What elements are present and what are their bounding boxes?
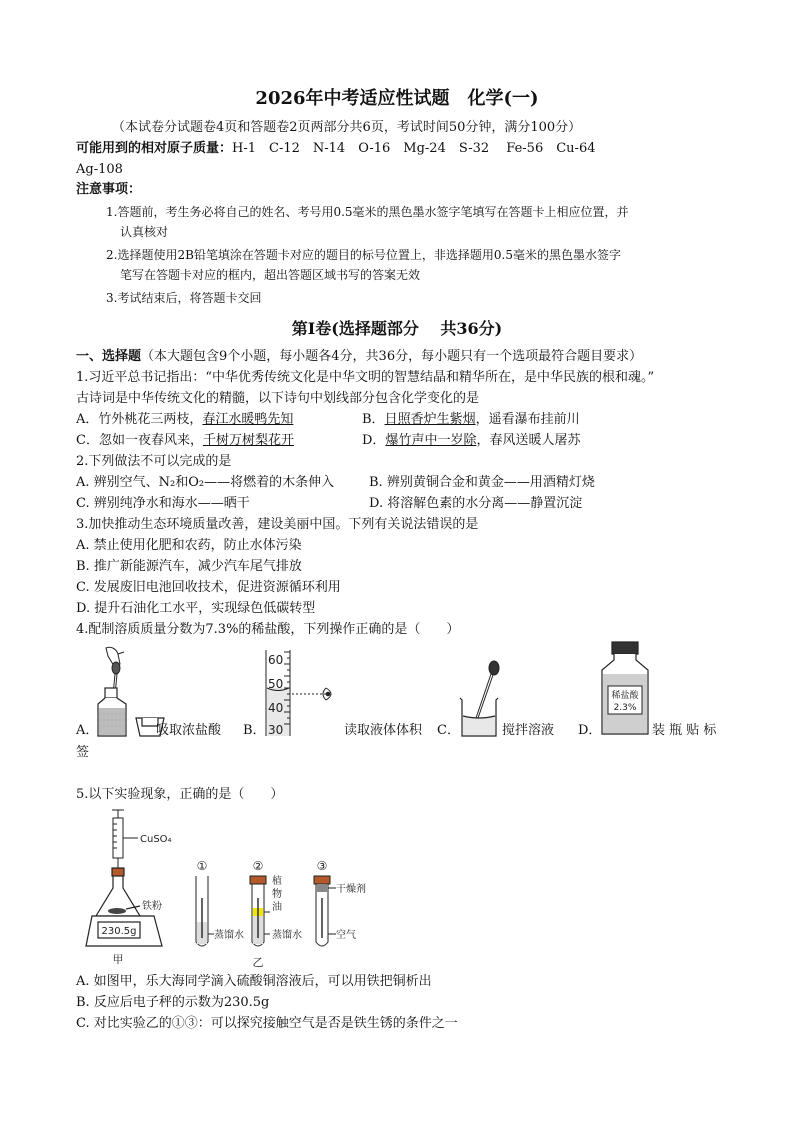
note-3: 3.考试结束后，将答题卡交回 [106,291,262,305]
atomic-mass-label: 可能用到的相对原子质量： [76,141,233,156]
q2-stem: 2.下列做法不可以完成的是 [76,454,232,469]
q1-a-underlined: 春江水暖鸭先知 [202,412,294,427]
q4-d-letter: D． [578,723,602,738]
iron-powder-label: 铁粉 [142,901,162,912]
notes-heading: 注意事项： [76,182,142,197]
q3-option-c: C. 发展废旧电池回收技术，促进资源循环利用 [76,580,341,595]
test-tube-2 [250,876,270,946]
q5-stem: 5.以下实验现象，正确的是（ ） [76,787,284,802]
q3-option-b: B. 推广新能源汽车，减少汽车尾气排放 [76,559,302,574]
tube-2-oil-label-3: 油 [272,902,282,913]
section-label: 一、选择题 [76,349,142,364]
q4-a-letter: A． [76,723,99,738]
erlenmeyer-flask-icon [96,868,140,916]
page-title: 2026年中考适应性试题 化学(一) [255,88,539,109]
tube-2-number: ② [252,859,264,873]
figure-jia-caption: 甲 [112,953,124,966]
q5-option-a: A. 如图甲，乐大海同学滴入硫酸铜溶液后，可以用铁把铜析出 [76,974,432,989]
test-tube-1 [196,876,214,946]
q4-d-caption-cont: 签 [76,745,90,760]
q4-d-caption: 装 瓶 贴 标 [652,723,717,738]
atomic-mass-cont: Ag-108 [76,162,123,177]
figure-yi-caption: 乙 [252,956,264,969]
note-1-cont: 认真核对 [120,225,169,239]
q2-option-c: C. 辨别纯净水和海水——晒干 [76,496,250,511]
q1-stem-cont: 古诗词是中华传统文化的精髓，以下诗句中划线部分包含化学变化的是 [76,391,480,406]
q1-d-underlined: 爆竹声中一岁除 [385,433,477,448]
q4-b-caption: 读取液体体积 [344,723,423,738]
syringe-icon [112,810,138,870]
tube-2-water-label: 蒸馏水 [272,930,302,941]
atomic-mass-values: H-1 C-12 N-14 O-16 Mg-24 S-32 Fe-56 Cu-64 [232,141,596,156]
q5-option-b: B. 反应后电子秤的示数为230.5g [76,995,270,1010]
q1-option-a [76,411,293,429]
q1-option-b [362,411,580,429]
q1-d-letter: D． [362,433,386,448]
beaker-icon [460,698,498,736]
note-2: 2.选择题使用2B铅笔填涂在答题卡对应的题目的标号位置上，非选择题用0.5毫米的黑色墨水签字 [106,248,621,262]
bottle-label-value: 2.3% [613,703,637,713]
tube-2-oil-label-2: 物 [272,889,282,900]
exam-info: （本试卷分试题卷4页和答题卷2页两部分共6页，考试时间50分钟，满分100分） [112,120,582,135]
q1-c-text: C．忽如一夜春风来， [76,433,203,448]
q1-option-d [362,432,580,450]
cylinder-tick-30: 30 [268,723,284,737]
note-2-cont: 笔写在答题卡对应的框内，超出答题区域书写的答案无效 [120,268,421,282]
q2-option-a: A. 辨别空气、N₂和O₂——将燃着的木条伸入 [76,475,335,490]
tube-1-water-label: 蒸馏水 [214,930,244,941]
q4-a-caption: 吸取浓盐酸 [156,723,222,738]
q3-stem: 3.加快推动生态环境质量改善，建设美丽中国。下列有关说法错误的是 [76,517,479,532]
cylinder-tick-60: 60 [268,653,284,667]
q3-option-a: A. 禁止使用化肥和农药，防止水体污染 [76,538,302,553]
note-1: 1.答题前，考生务必将自己的姓名、考号用0.5毫米的黑色墨水签字笔填写在答题卡上相应位置，并 [106,205,629,219]
cylinder-tick-50: 50 [268,677,284,691]
tube-1-number: ① [196,859,208,873]
section-desc: （本大题包含9个小题，每小题各4分，共36分，每小题只有一个选项最符合题目要求） [141,349,643,364]
tube-3-desiccant-label: 干燥剂 [336,884,366,895]
q3-option-d: D. 提升石油化工水平，实现绿色低碳转型 [76,601,316,616]
q4-stem: 4.配制溶质质量分数为7.3%的稀盐酸，下列操作正确的是（ ） [76,622,460,637]
section-heading [76,348,642,366]
q1-c-underlined: 千树万树梨花开 [202,433,294,448]
q1-a-text: A．竹外桃花三两枝， [76,412,203,427]
q4-c-letter: C． [437,723,460,738]
tube-2-oil-label [272,870,283,909]
cylinder-tick-40: 40 [268,701,284,715]
tube-2-oil-label-1: 植 [272,876,282,887]
q2-option-b: B. 辨别黄铜合金和黄金——用酒精灯烧 [369,475,595,490]
tube-3-air-label: 空气 [336,930,356,941]
q1-b-text: ，遥看瀑布挂前川 [475,412,580,427]
q4-figure-c [456,660,502,740]
q1-b-underlined: 日照香炉生紫烟 [384,412,476,427]
atomic-mass-line [76,140,595,158]
q1-b-letter: B． [362,412,385,427]
reagent-bottle-icon [98,688,126,736]
cuso4-label: CuSO₄ [140,834,172,845]
scale-reading: 230.5g [101,926,137,937]
q1-stem: 1.习近平总书记指出：“中华优秀传统文化是中华文明的智慧结晶和精华所在，是中华民族的根和魂。” [76,370,655,385]
q4-c-caption: 搅拌溶液 [502,723,555,738]
q4-figure-d [598,640,652,738]
eye-icon [292,688,331,700]
test-tube-3 [314,876,336,946]
q4-figure-b [262,646,344,738]
part1-heading: 第Ⅰ卷(选择题部分 共36分) [291,319,503,338]
q5-option-c: C. 对比实验乙的①③：可以探究接触空气是否是铁生锈的条件之一 [76,1016,458,1031]
q1-option-c [76,432,294,450]
tube-3-number: ③ [316,859,328,873]
q4-b-letter: B． [243,723,266,738]
q1-d-text: ，春风送暖人屠苏 [476,433,581,448]
bottle-label-name: 稀盐酸 [611,691,639,701]
q2-option-d: D. 将溶解色素的水分离——静置沉淀 [369,496,583,511]
